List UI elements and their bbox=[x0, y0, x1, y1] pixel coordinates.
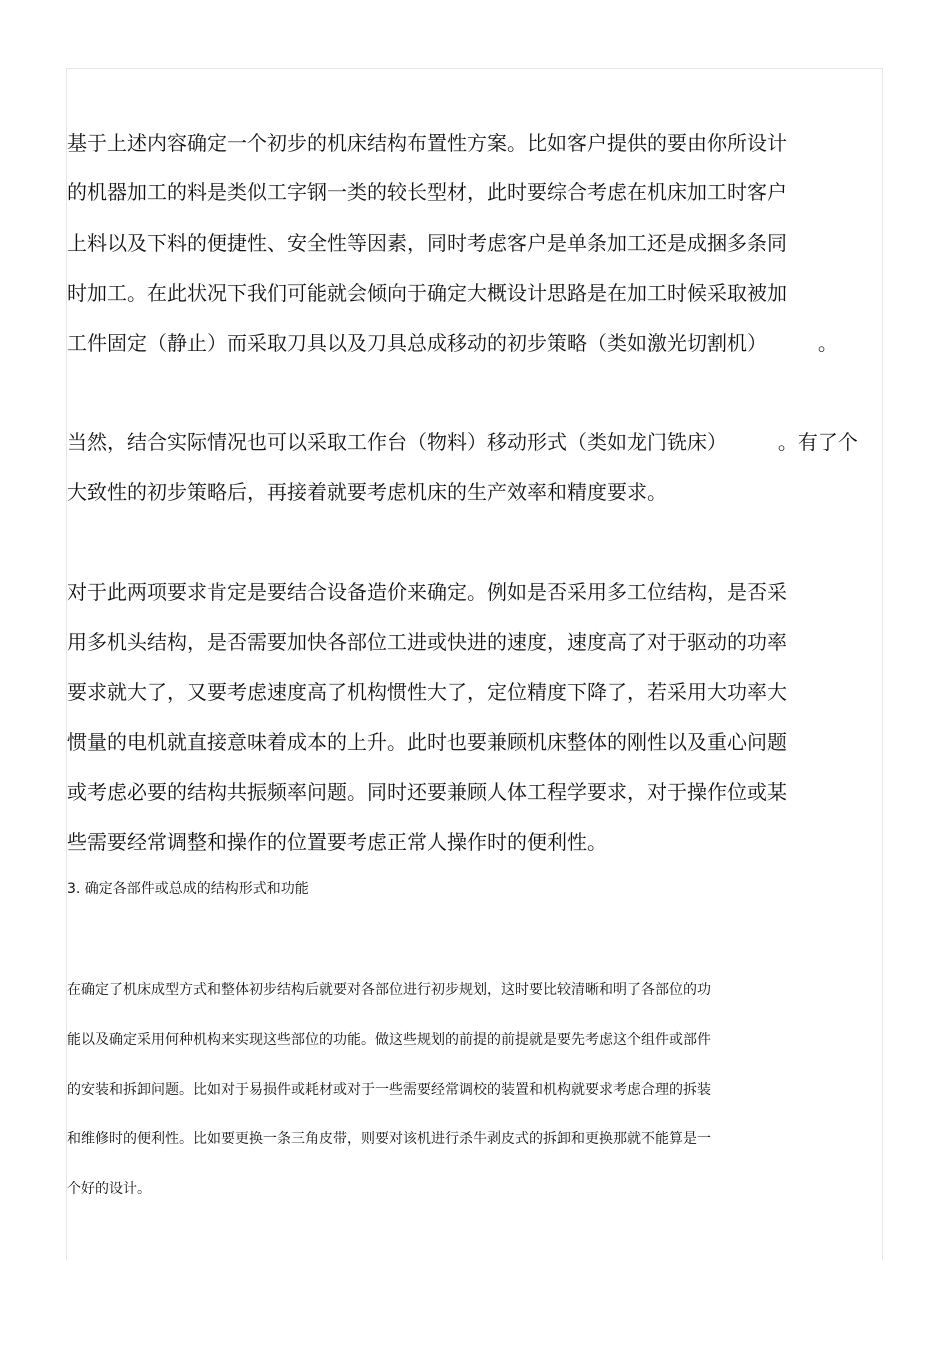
paragraph-4-line-4: 和维修时的便利性。比如要更换一条三角皮带，则要对该机进行杀牛剥皮式的拆卸和更换那就不能算是一 bbox=[67, 1131, 711, 1147]
paragraph-1-line-3: 上料以及下料的便捷性、安全性等因素，同时考虑客户是单条加工还是成捆多条同 bbox=[67, 231, 787, 255]
paragraph-2-line-2: 大致性的初步策略后，再接着就要考虑机床的生产效率和精度要求。 bbox=[67, 480, 667, 504]
paragraph-3-line-1: 对于此两项要求肯定是要结合设备造价来确定。例如是否采用多工位结构，是否采 bbox=[67, 580, 787, 604]
paragraph-1-line-5: 工件固定（静止）而采取刀具以及刀具总成移动的初步策略（类如激光切割机） 。 bbox=[67, 331, 838, 355]
paragraph-4-line-1: 在确定了机床成型方式和整体初步结构后就要对各部位进行初步规划，这时要比较清晰和明了各部位的功 bbox=[67, 982, 711, 998]
paragraph-1-line-1: 基于上述内容确定一个初步的机床结构布置性方案。比如客户提供的要由你所设计 bbox=[67, 131, 787, 155]
paragraph-3-line-5: 或考虑必要的结构共振频率问题。同时还要兼顾人体工程学要求，对于操作位或某 bbox=[67, 780, 787, 804]
paragraph-3-line-6: 些需要经常调整和操作的位置要考虑正常人操作时的便利性。 bbox=[67, 830, 607, 854]
paragraph-4-line-3: 的安装和拆卸问题。比如对于易损件或耗材或对于一些需要经常调校的装置和机构就要求考虑合理的拆装 bbox=[67, 1082, 711, 1098]
paragraph-1-line-4: 时加工。在此状况下我们可能就会倾向于确定大概设计思路是在加工时候采取被加 bbox=[67, 281, 787, 305]
paragraph-3-line-3: 要求就大了，又要考虑速度高了机构惯性大了，定位精度下降了，若采用大功率大 bbox=[67, 680, 787, 704]
paragraph-3-line-2: 用多机头结构，是否需要加快各部位工进或快进的速度，速度高了对于驱动的功率 bbox=[67, 630, 787, 654]
paragraph-2-line-1: 当然，结合实际情况也可以采取工作台（物料）移动形式（类如龙门铣床） 。有了个 bbox=[67, 430, 858, 454]
paragraph-4-line-2: 能以及确定采用何种机构来实现这些部位的功能。做这些规划的前提的前提就是要先考虑这个组件或部件 bbox=[67, 1032, 711, 1048]
section-heading: 3. 确定各部件或总成的结构形式和功能 bbox=[67, 881, 309, 897]
paragraph-3-line-4: 惯量的电机就直接意味着成本的上升。此时也要兼顾机床整体的刚性以及重心问题 bbox=[67, 730, 787, 754]
paragraph-4-line-5: 个好的设计。 bbox=[67, 1181, 151, 1197]
paragraph-1-line-2: 的机器加工的料是类似工字钢一类的较长型材，此时要综合考虑在机床加工时客户 bbox=[67, 180, 787, 204]
